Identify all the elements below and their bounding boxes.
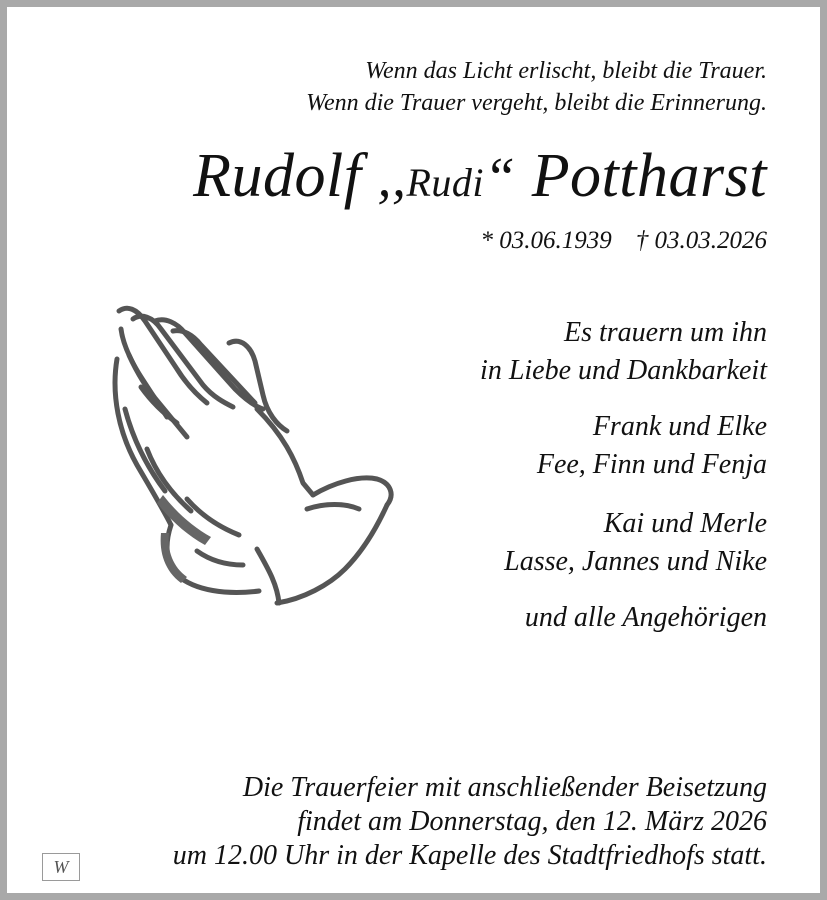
- birth-date: * 03.06.1939: [480, 227, 612, 254]
- mourners-intro-line-1: Es trauern um ihn: [564, 317, 767, 348]
- mourners-closing-line: und alle Angehörigen: [524, 602, 767, 633]
- family-group-2: [504, 505, 767, 581]
- family-1-line-2: Fee, Finn und Fenja: [536, 449, 767, 480]
- motto: [306, 55, 767, 119]
- mourners-intro: [480, 314, 767, 390]
- quote-open: ,,: [377, 147, 407, 209]
- service-line-2: findet am Donnerstag, den 12. März 2026: [297, 806, 767, 837]
- service-announcement: [173, 771, 767, 873]
- deceased-name: [193, 138, 767, 221]
- mourners-intro-line-2: in Liebe und Dankbarkeit: [480, 355, 767, 386]
- motto-line-1: Wenn das Licht erlischt, bleibt die Trauer.: [365, 58, 767, 84]
- last-name: Pottharst: [531, 142, 767, 210]
- publisher-logo-icon: W: [42, 853, 80, 881]
- mourners-closing: [525, 599, 767, 637]
- life-dates: [481, 225, 768, 257]
- family-group-1: [537, 408, 767, 484]
- death-date: † 03.03.2026: [635, 227, 767, 254]
- nickname: Rudi: [406, 160, 485, 205]
- family-2-line-1: Kai und Merle: [603, 508, 767, 539]
- quote-close: “: [484, 147, 516, 209]
- first-name: Rudolf: [193, 142, 362, 210]
- motto-line-2: Wenn die Trauer vergeht, bleibt die Erinnerung.: [306, 90, 767, 116]
- family-2-line-2: Lasse, Jannes und Nike: [504, 546, 767, 577]
- service-line-3: um 12.00 Uhr in der Kapelle des Stadtfriedhofs statt.: [172, 840, 767, 871]
- praying-hands-icon: [107, 299, 399, 609]
- family-1-line-1: Frank und Elke: [592, 411, 767, 442]
- service-line-1: Die Trauerfeier mit anschließender Beisetzung: [242, 772, 767, 803]
